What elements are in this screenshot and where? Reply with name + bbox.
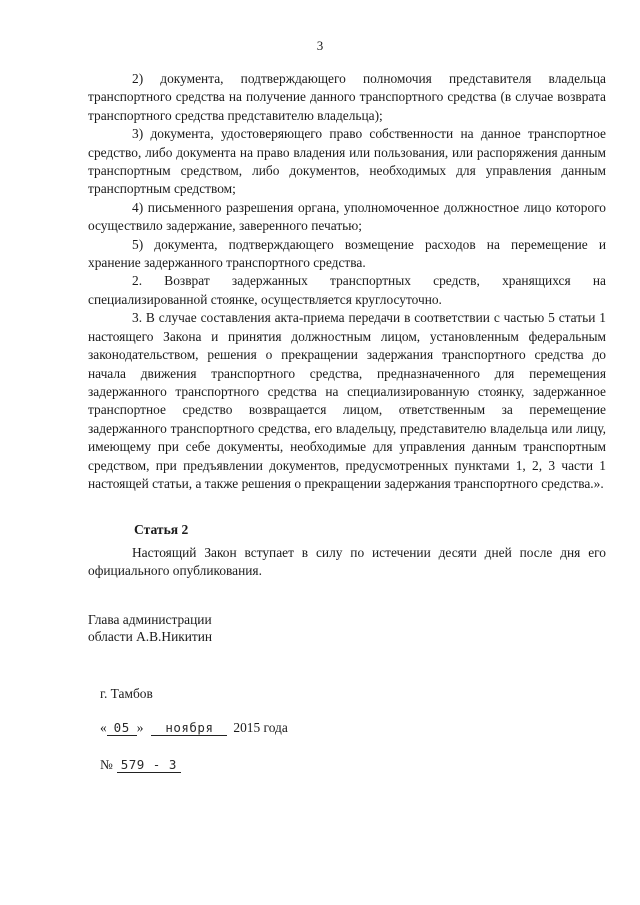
article-body [88, 544, 606, 581]
date-line [100, 720, 288, 736]
signature-block [88, 611, 212, 645]
document-number: 579 - 3 [117, 758, 181, 773]
date-close-quote: » [136, 720, 144, 735]
paragraph-section-2: 2. Возврат задержанных транспортных средств, хранящихся на специализированной стоянке, осуществляется круглосуточно. [88, 273, 606, 307]
signature-title: Глава администрации [88, 612, 212, 627]
article-heading: Статья 2 [134, 522, 189, 537]
date-open-quote: « [100, 720, 107, 735]
paragraph-item-5: 5) документа, подтверждающего возмещение расходов на перемещение и хранение задержанного транспортного средства. [88, 236, 606, 271]
paragraph-section-3: 3. В случае составления акта-приема передачи в соответствии с частью 5 статьи 1 настоящего Закона и принятия должностным лицом, установленным федеральным законодательством, решения о прекращении задержания транспортного средства до начала движения транспортного средства, предназначенного для перемещения задержанного транспортного средства на специализированную стоянку, задержанное транспортное средство возвращается лицом, ответственным за перемещение задержанного транспортного средства, его владельцу, представителю владельца или лицу, имеющему при себе документы, необходимые для управления данным транспортным средством, при предъявлении документов, предусмотренных пунктами 1, 2, 3 части 1 настоящей статьи, а также решения о прекращении задержания транспортного средства.». [88, 310, 606, 491]
article-paragraph: Настоящий Закон вступает в силу по истечении десяти дней после дня его официального опубликования. [88, 545, 606, 579]
paragraph-item-4: 4) письменного разрешения органа, уполномоченное должностное лицо которого осуществило задержание, заверенного печатью; [88, 199, 606, 234]
document-body [88, 70, 606, 493]
date-day: 05 [107, 721, 137, 736]
page-number: 3 [316, 38, 324, 53]
date-month: ноября [151, 721, 227, 736]
city-name: г. Тамбов [100, 686, 153, 701]
signature-name: области А.В.Никитин [88, 629, 213, 644]
date-year: 2015 года [233, 720, 288, 735]
paragraph-item-2: 2) документа, подтверждающего полномочия представителя владельца транспортного средства на получение данного транспортного средства (в случае возврата транспортного средства представителю владельца); [88, 71, 606, 123]
paragraph-item-3: 3) документа, удостоверяющего право собственности на данное транспортное средство, либо документа на право владения или пользования, или распоряжения данным транспортным средством, либо документов, необходимых для управления данным транспортным средством; [88, 126, 606, 197]
document-number-line [100, 757, 181, 773]
number-sign: № [100, 757, 113, 772]
